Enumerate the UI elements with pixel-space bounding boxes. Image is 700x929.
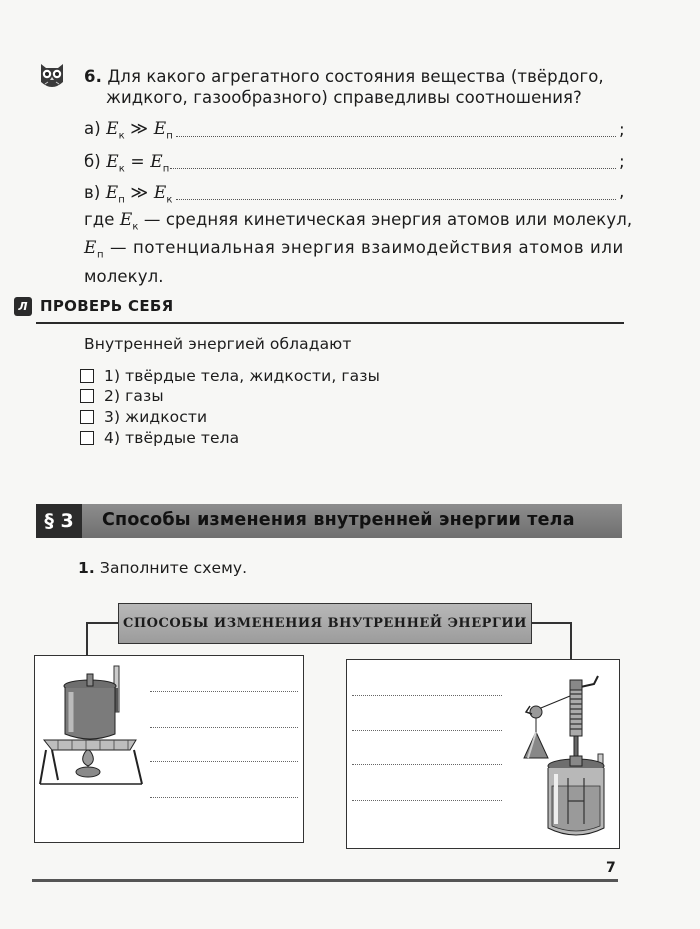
task6-question-line1: Для какого агрегатного состояния вещества (твёрдого, bbox=[107, 67, 604, 86]
check-badge: Л bbox=[14, 297, 32, 316]
fill-line-right-4[interactable] bbox=[352, 800, 502, 801]
task6-question-line2: жидкого, газообразного) справедливы соотношения? bbox=[106, 88, 582, 107]
item-label: б) bbox=[84, 152, 101, 171]
option-label-1: 1) твёрдые тела, жидкости, газы bbox=[104, 367, 380, 385]
option-checkbox-2[interactable] bbox=[80, 389, 94, 403]
fill-line-left-3[interactable] bbox=[150, 761, 298, 762]
fill-line-right-3[interactable] bbox=[352, 764, 502, 765]
formula-b: $E_к = E_п$ bbox=[106, 152, 170, 175]
item-label: а) bbox=[84, 119, 101, 138]
option-checkbox-4[interactable] bbox=[80, 431, 94, 445]
option-label-2: 2) газы bbox=[104, 387, 164, 405]
stirring-apparatus-image bbox=[508, 666, 616, 846]
option-label-4: 4) твёрдые тела bbox=[104, 429, 240, 447]
item-label: в) bbox=[84, 183, 101, 202]
formula-a: $E_к$ ≫ $E_п$ bbox=[106, 119, 173, 142]
connector-right-h bbox=[531, 622, 571, 624]
task6-number: 6. bbox=[84, 67, 102, 86]
heating-apparatus-image bbox=[38, 662, 148, 792]
option-checkbox-1[interactable] bbox=[80, 369, 94, 383]
answer-line-b[interactable] bbox=[170, 168, 616, 169]
scheme-title: СПОСОБЫ ИЗМЕНЕНИЯ ВНУТРЕННЕЙ ЭНЕРГИИ bbox=[118, 603, 532, 644]
section-badge: § 3 bbox=[36, 504, 82, 538]
footer-rule bbox=[32, 879, 618, 882]
connector-left-h bbox=[86, 622, 119, 624]
punct-c: , bbox=[619, 182, 625, 202]
option-checkbox-3[interactable] bbox=[80, 410, 94, 424]
option-label-3: 3) жидкости bbox=[104, 408, 208, 426]
check-question: Внутренней энергией обладают bbox=[84, 335, 352, 353]
owl-icon bbox=[38, 60, 66, 90]
task1: 1. Заполните схему. bbox=[78, 559, 248, 577]
fill-line-left-2[interactable] bbox=[150, 727, 298, 728]
section-title: Способы изменения внутренней энергии тела bbox=[102, 510, 575, 530]
answer-line-c[interactable] bbox=[176, 199, 616, 200]
punct-b: ; bbox=[619, 152, 625, 172]
connector-right-v bbox=[570, 622, 572, 660]
page-number: 7 bbox=[606, 860, 616, 876]
task6-where: где $E_к$ — средняя кинетическая энергия атомов или молекул, $E_п$ — потенциальная энергия взаимодействия атомов или молекул. bbox=[84, 210, 633, 286]
fill-line-right-1[interactable] bbox=[352, 695, 502, 696]
check-rule bbox=[36, 322, 624, 324]
fill-line-right-2[interactable] bbox=[352, 730, 502, 731]
check-title: ПРОВЕРЬ СЕБЯ bbox=[40, 297, 174, 315]
task6-question bbox=[84, 66, 644, 108]
punct-a: ; bbox=[619, 120, 625, 140]
fill-line-left-4[interactable] bbox=[150, 797, 298, 798]
connector-left-v bbox=[86, 622, 88, 656]
answer-line-a[interactable] bbox=[176, 136, 616, 137]
fill-line-left-1[interactable] bbox=[150, 691, 298, 692]
task6-item-c bbox=[84, 182, 172, 210]
task6-item-a bbox=[84, 118, 173, 146]
formula-c: $E_п$ ≫ $E_к$ bbox=[105, 183, 173, 206]
task6-item-b bbox=[84, 151, 169, 179]
